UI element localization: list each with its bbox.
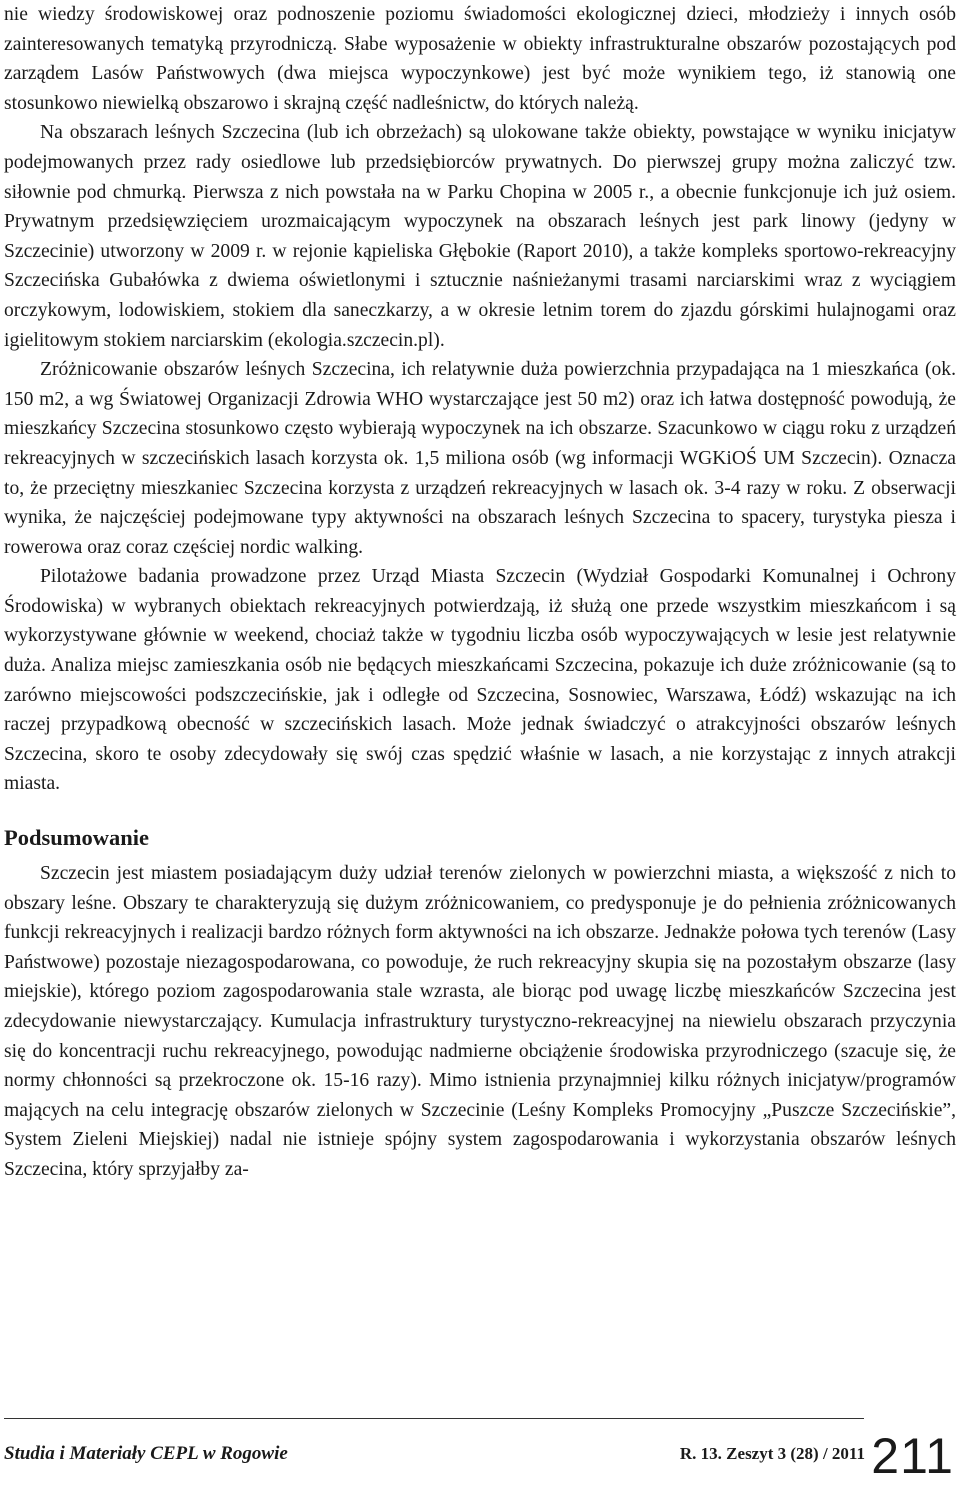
footer-journal-title: Studia i Materiały CEPL w Rogowie xyxy=(4,1443,288,1464)
paragraph-2: Na obszarach leśnych Szczecina (lub ich obrzeżach) są ulokowane także obiekty, powstające w wyniku inicjatyw podejmowanych przez rady osiedlowe lub przedsiębiorców prywatnych. Do pierwszej grupy można zaliczyć tzw. siłownie pod chmurką. Pierwsza z nich powstała na w Parku Chopina w 2005 r., a obecnie funkcjonuje ich już osiem. Prywatnym przedsięwzięciem urozmaicającym wypoczynek na obszarach leśnych jest park linowy (jedyny w Szczecinie) utworzony w 2009 r. w rejonie kąpieliska Głębokie (Raport 2010), a także kompleks sportowo-rekreacyjny Szczecińska Gubałówka z dwiema oświetlonymi i sztucznie naśnieżanymi trasami narciarskimi wraz z wyciągiem orczykowym, lodowiskiem, stokiem dla saneczkarzy, a w okresie letnim torem do zjazdu górskimi hulajnogami oraz igielitowym stokiem narciarskim (ekologia.szczecin.pl). xyxy=(4,122,956,351)
paragraph-3: Zróżnicowanie obszarów leśnych Szczecina, ich relatywnie duża powierzchnia przypadająca na 1 mieszkańca (ok. 150 m2, a wg Światowej Organizacji Zdrowia WHO wystarczające jest 50 m2) oraz ich łatwa dostępność powodują, że mieszkańcy Szczecina stosunkowo często wybierają wypoczynek na ich obszarze. Szacunkowo w ciągu roku z urządzeń rekreacyjnych w szczecińskich lasach korzysta ok. 1,5 miliona osób (wg informacji WGKiOŚ UM Szczecin). Oznacza to, że przeciętny mieszkaniec Szczecina korzysta z urządzeń rekreacyjnych w lasach ok. 3-4 razy w roku. Z obserwacji wynika, że najczęściej podejmowane typy aktywności na obszarach leśnych Szczecina to spacery, turystyka piesza i rowerowa oraz coraz częściej nordic walking. xyxy=(4,359,956,558)
page-number: 211 xyxy=(871,1428,954,1484)
article-body xyxy=(4,0,956,1185)
paragraph-1: nie wiedzy środowiskowej oraz podnoszenie poziomu świadomości ekologicznej dzieci, młodzieży i innych osób zainteresowanych tematyką przyrodniczą. Słabe wyposażenie w obiekty infrastrukturalne obszarów pozostających pod zarządem Lasów Państwowych (dwa miejsca wypoczynkowe) jest być może wynikiem tego, iż stanowią one stosunkowo niewielką obszarowo i skrajną część nadleśnictw, do których należą. xyxy=(4,4,956,114)
section-heading: Podsumowanie xyxy=(4,825,150,851)
summary-paragraph: Szczecin jest miastem posiadającym duży udział terenów zielonych w powierzchni miasta, a większość z nich to obszary leśne. Obszary te charakteryzują się dużym zróżnicowaniem, co predysponuje je do pełnienia zróżnicowanych funkcji rekreacyjnych i realizacji bardzo różnych form aktywności na ich obszarze. Jednakże połowa tych terenów (Lasy Państwowe) pozostaje niezagospodarowana, co powoduje, że ruch rekreacyjny skupia się na pozostałym obszarze (lasy miejskie), którego poziom zagospodarowania stale wzrasta, ale biorąc pod uwagę liczbę mieszkańców Szczecina jest zdecydowanie niewystarczający. Kumulacja infrastruktury turystyczno-rekreacyjnej na niewielu obszarach przyczynia się do koncentracji ruchu rekreacyjnego, powodując nadmierne obciążenie środowiska przyrodniczego (szacuje się, że normy chłonności są przekroczone ok. 15-16 razy). Mimo istnienia przynajmniej kilku różnych inicjatyw/programów mających na celu integrację obszarów zielonych w Szczecinie (Leśny Kompleks Promocyjny „Puszcze Szczecińskie”, System Zieleni Miejskiej) nadal nie istnieje spójny system zagospodarowania i wykorzystania obszarów leśnych Szczecina, który sprzyjałby za- xyxy=(4,863,956,1180)
paragraph-4: Pilotażowe badania prowadzone przez Urząd Miasta Szczecin (Wydział Gospodarki Komunalnej i Ochrony Środowiska) w wybranych obiektach rekreacyjnych potwierdzają, iż służą one przede wszystkim mieszkańcom i są wykorzystywane głównie w weekend, chociaż także w tygodniu liczba osób wypoczywających w lesie jest relatywnie duża. Analiza miejsc zamieszkania osób nie będących mieszkańcami Szczecina, pokazuje ich duże zróżnicowanie (są to zarówno miejscowości podszczecińskie, jak i odległe od Szczecina, Sosnowiec, Warszawa, Łódź) wskazując na ich raczej przypadkową obecność w szczecińskich lasach. Może jednak świadczyć o atrakcyjności obszarów leśnych Szczecina, skoro te osoby zdecydowały się swój czas spędzić właśnie w lasach, a nie korzystając z innych atrakcji miasta. xyxy=(4,566,956,795)
footer-divider xyxy=(4,1418,864,1419)
footer-issue-info: R. 13. Zeszyt 3 (28) / 2011 xyxy=(679,1444,865,1463)
